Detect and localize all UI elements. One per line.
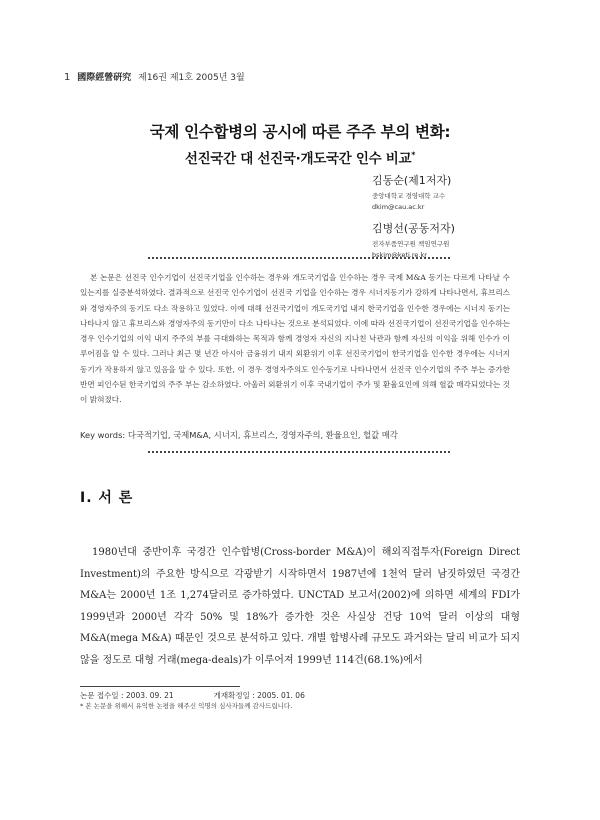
author-email: bskim@keti.re.kr bbox=[372, 251, 427, 259]
author-second bbox=[372, 220, 455, 259]
dotted-divider-bottom bbox=[148, 451, 450, 453]
title-block bbox=[0, 120, 600, 167]
author-email: dkim@cau.ac.kr bbox=[372, 203, 425, 211]
author-first bbox=[372, 172, 451, 211]
footnote-rule bbox=[80, 686, 240, 687]
subtitle-footnote-mark: * bbox=[411, 150, 416, 160]
submission-dates bbox=[80, 690, 305, 701]
body-paragraph: 1980년대 중반이후 국경간 인수합병(Cross-border M&A)이 해외직접투자(Foreign Direct Investment)의 주요한 방식으로 각광받기 시작하면서 1987년에 1천억 달러 남짓하였던 국경간 M&A는 2000년 1조 1,274달러로 증가하였다. UNCTAD 보고서(2002)에 의하면 세계의 FDI가 1999년과 2000년 각각 50% 및 18%가 증가한 것은 사실상 건당 10억 달러 이상의 대형 M&A(mega M&A) 때문인 것으로 분석하고 있다. 개별 합병사례 규모도 과거와는 달리 비교가 되지 않을 정도로 대형 거래(mega-deals)가 이루어져 1999년 114건(68.1%)에서 bbox=[80, 547, 520, 666]
abstract-text: 본 논문은 선진국 인수기업이 선진국기업을 인수하는 경우와 개도국기업을 인수하는 경우 국제 M&A 동기는 다르게 나타날 수 있는지를 실증분석하였다. 결과적으로 선진국 인수기업이 선진국 기업을 인수하는 경우 시너지동기가 강하게 나타나면서, 휴브리스와 경영자주의 동기도 다소 작용하고 있었다. 이에 대해 선진국기업이 개도국기업 내지 한국기업을 인수한 경우에는 시너지 동기는 나타나지 않고 휴브리스와 경영자주의 동기만이 다소 나타나는 것으로 분석되었다. 이에 따라 선진국기업이 선진국기업을 인수하는 경우 인수기업의 이익 내지 주주의 부를 극대화하는 목적과 함께 경영자 자신의 지나친 낙관과 함께 자신의 이익을 위해 인수가 이루어짐을 알 수 있다. 그러나 최근 몇 년간 아시아 금융위기 내지 외환위기 이후 선진국기업이 한국기업을 인수한 경우에는 시너지동기가 작용하지 않고 있음을 알 수 있다. 또한, 이 경우 경영자주의도 인수동기로 나타나면서 선진국 인수기업의 주주 부는 증가한 반면 피인수된 한국기업의 주주 부는 감소하였다. 아울러 외환위기 이후 국내기업이 주가 및 환율요인에 의해 헐값 매각되었다는 것이 밝혀졌다. bbox=[80, 273, 510, 405]
author-name: 김동순(제1저자) bbox=[372, 174, 452, 187]
section-heading: Ⅰ. 서 론 bbox=[80, 490, 134, 506]
author-affiliation: 전자부품연구원 책임연구원 bbox=[372, 240, 450, 248]
author-name: 김병선(공동저자) bbox=[372, 222, 455, 235]
received-date: 논문 접수일 : 2003. 09. 21 bbox=[80, 691, 174, 700]
body-text bbox=[80, 542, 520, 671]
running-header bbox=[64, 70, 245, 83]
dotted-divider-top bbox=[148, 257, 450, 259]
keywords-list: 다국적기업, 국제M&A, 시너지, 휴브리스, 경영자주의, 환율요인, 헐값 매각 bbox=[127, 430, 398, 440]
footnotes bbox=[80, 690, 305, 712]
journal-name: 國際經營硏究 bbox=[77, 73, 132, 83]
paper-subtitle bbox=[0, 147, 600, 167]
abstract bbox=[80, 270, 510, 408]
acknowledgement-note: * 본 논문을 위해서 유익한 논평을 해주신 익명의 심사자들께 감사드립니다. bbox=[80, 702, 293, 710]
keywords bbox=[80, 429, 398, 441]
accepted-date: 게재확정일 : 2005. 01. 06 bbox=[213, 691, 305, 700]
subtitle-text: 선진국간 대 선진국·개도국간 인수 비교 bbox=[184, 151, 412, 167]
paper-title: 국제 인수합병의 공시에 따른 주주 부의 변화: bbox=[149, 123, 451, 141]
keywords-label: Key words: bbox=[80, 430, 126, 440]
page-number: 1 bbox=[64, 72, 71, 83]
author-affiliation: 중앙대학교 경영대학 교수 bbox=[372, 192, 446, 200]
issue-info: 제16권 제1호 2005년 3월 bbox=[138, 73, 245, 83]
